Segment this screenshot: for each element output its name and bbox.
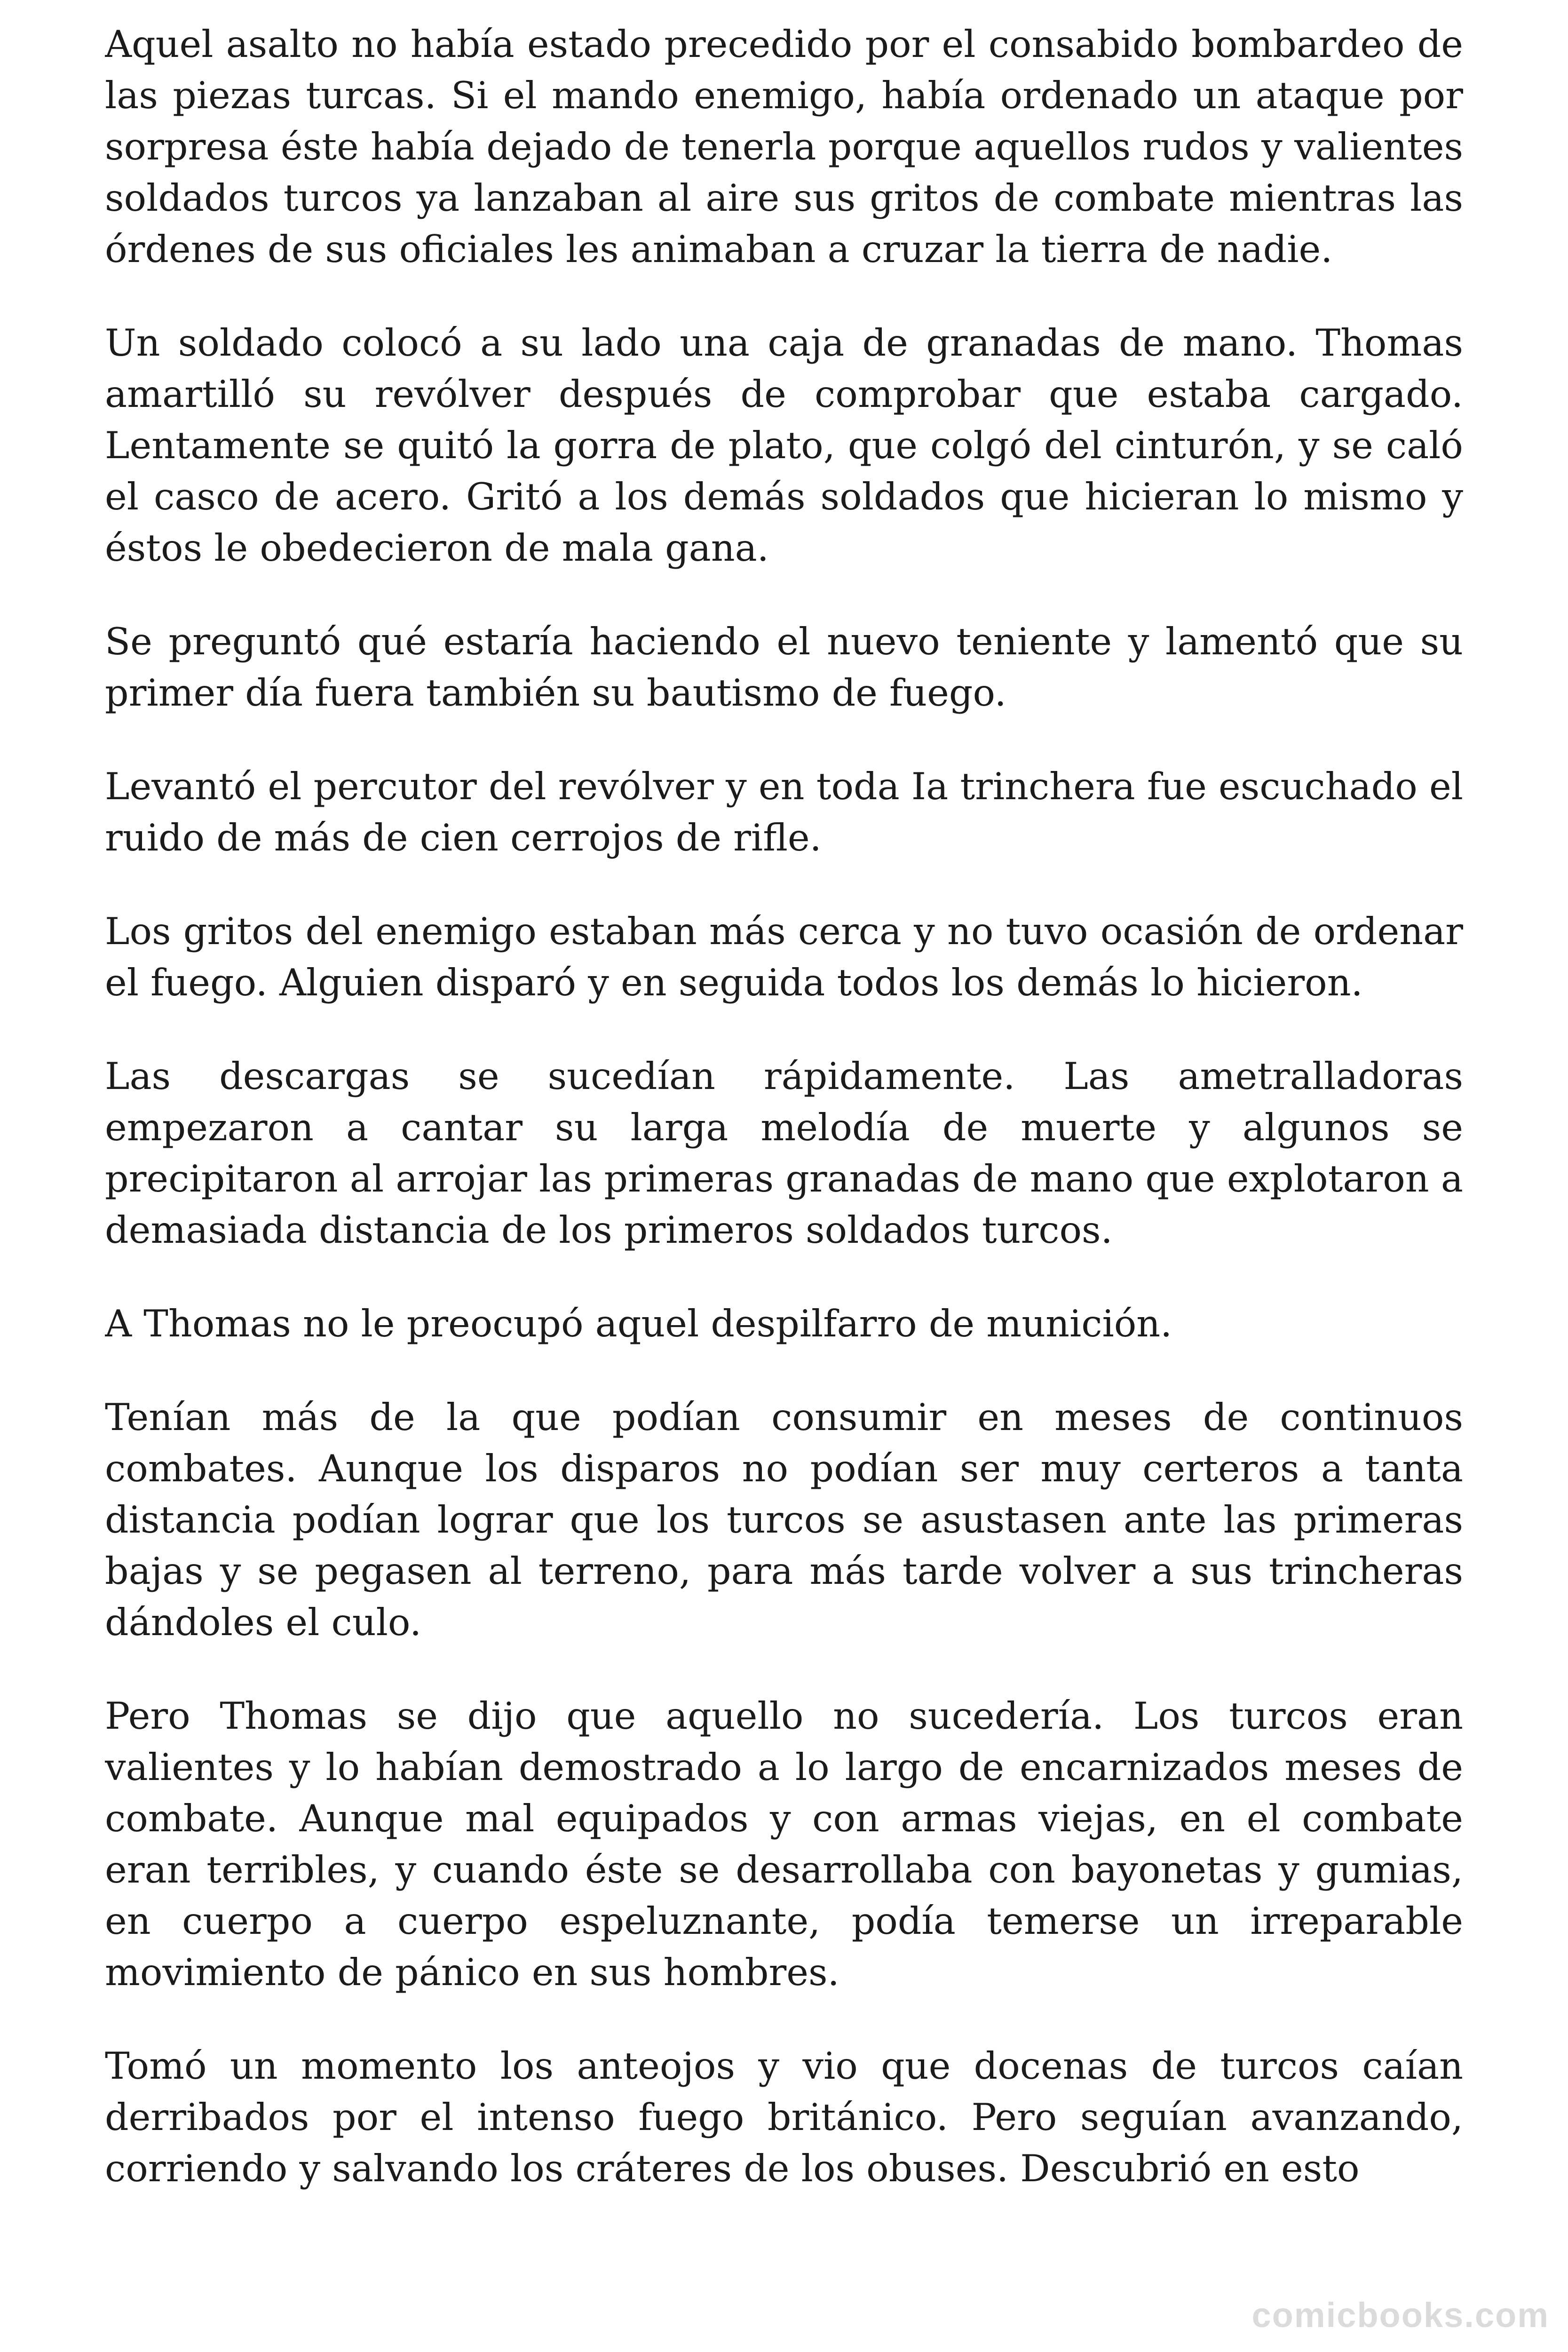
paragraph-7: A Thomas no le preocupó aquel despilfarro de munición. — [105, 1302, 1172, 1345]
paragraph-5: Los gritos del enemigo estaban más cerca y no tuvo ocasión de ordenar el fuego. Alguien disparó y en seguida todos los demás lo hicieron. — [105, 910, 1463, 1004]
watermark: comicbooks.com — [1251, 2296, 1549, 2335]
paragraph-8: Tenían más de la que podían consumir en meses de continuos combates. Aunque los disparos no podían ser muy certeros a tanta distancia podían lograr que los turcos se asustasen ante las primeras bajas y se pegasen al terreno, para más tarde volver a sus trincheras dándoles el culo. — [105, 1396, 1463, 1644]
paragraph-2: Un soldado colocó a su lado una caja de granadas de mano. Thomas amartilló su revólver después de comprobar que estaba cargado. Lentamente se quitó la gorra de plato, que colgó del cinturón, y se caló el casco de acero. Gritó a los demás soldados que hicieran lo mismo y éstos le obedecieron de mala gana. — [105, 321, 1463, 570]
paragraph-4: Levantó el percutor del revólver y en toda Ia trinchera fue escuchado el ruido de más de cien cerrojos de rifle. — [105, 765, 1463, 859]
paragraph-9: Pero Thomas se dijo que aquello no sucedería. Los turcos eran valientes y lo habían demostrado a lo largo de encarnizados meses de combate. Aunque mal equipados y con armas viejas, en el combate eran terribles, y cuando éste se desarrollaba con bayonetas y gumias, en cuerpo a cuerpo espeluznante, podía temerse un irreparable movimiento de pánico en sus hombres. — [105, 1694, 1463, 1994]
book-page — [105, 19, 1463, 2338]
paragraph-10: Tomó un momento los anteojos y vio que docenas de turcos caían derribados por el intenso fuego británico. Pero seguían avanzando, corriendo y salvando los cráteres de los obuses. Descubrió en esto — [105, 2044, 1463, 2190]
paragraph-6: Las descargas se sucedían rápidamente. Las ametralladoras empezaron a cantar su larga melodía de muerte y algunos se precipitaron al arrojar las primeras granadas de mano que explotaron a demasiada distancia de los primeros soldados turcos. — [105, 1055, 1463, 1252]
paragraph-3: Se preguntó qué estaría haciendo el nuevo teniente y lamentó que su primer día fuera también su bautismo de fuego. — [105, 620, 1463, 715]
paragraph-1: Aquel asalto no había estado precedido por el consabido bombardeo de las piezas turcas. Si el mando enemigo, había ordenado un ataque por sorpresa éste había dejado de tenerla porque aquellos rudos y valientes soldados turcos ya lanzaban al aire sus gritos de combate mientras las órdenes de sus oficiales les animaban a cruzar la tierra de nadie. — [105, 23, 1463, 271]
